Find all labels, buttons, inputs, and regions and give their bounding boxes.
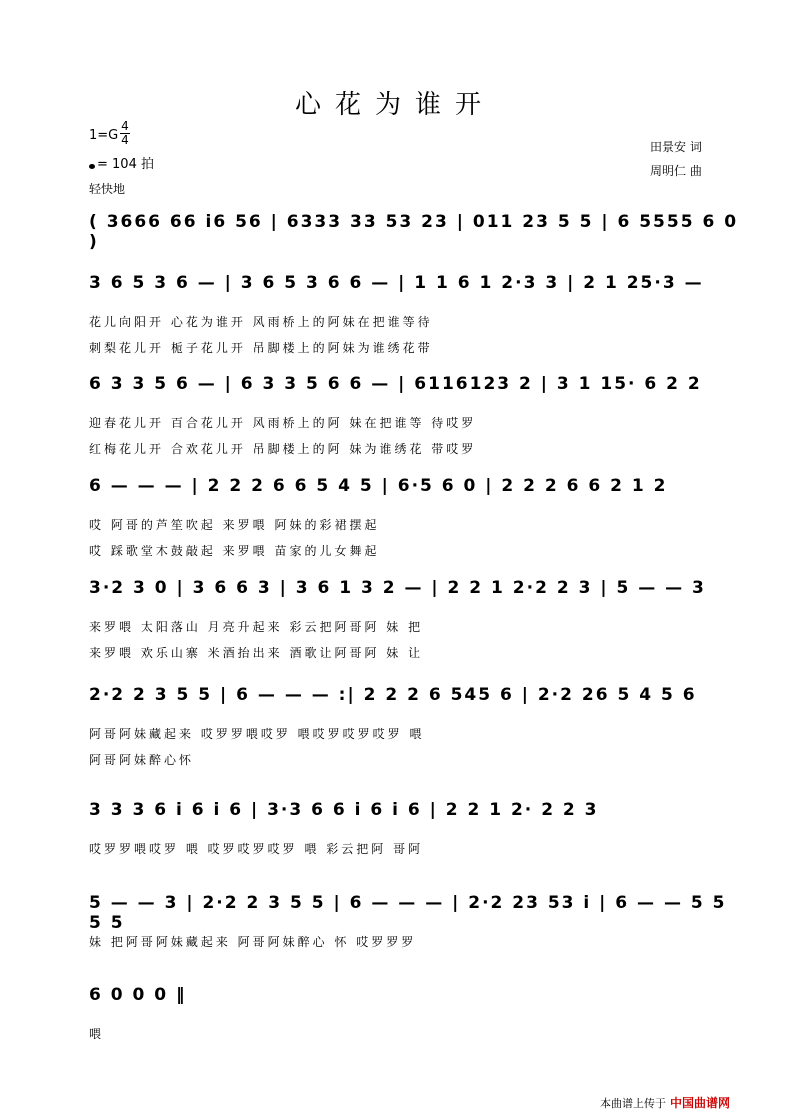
lyric-line: 喂 [89,1027,105,1041]
site-logo: 中国曲谱网 [670,1096,731,1110]
notation-line: 6 — — — | 2 2 2 6 6 5 4 5 | 6·5 6 0 | 2 2 2 6 6 2 1 2 [89,476,668,496]
lyric-line: 刺梨花儿开 栀子花儿开 吊脚楼上的阿妹为谁绣花带 [89,341,433,355]
lyric-line: 哎罗罗喂哎罗 喂 哎罗哎罗哎罗 喂 彩云把阿 哥阿 [89,842,424,856]
lyric-line: 红梅花儿开 合欢花儿开 吊脚楼上的阿 妹为谁绣花 带哎罗 [89,442,477,456]
score-row [89,578,739,612]
credits [650,135,702,183]
notation-line: ( 3666 66 i6 56 | 6333 33 53 23 | 011 23 5 5 | 6 5555 6 0 ) [89,212,739,252]
expression-marking: 轻快地 [89,182,126,196]
score-row [89,476,739,510]
page-title: 心花为谁开 [294,90,495,120]
time-signature [120,120,130,147]
lyric-line: 花儿向阳开 心花为谁开 风雨桥上的阿妹在把谁等待 [89,315,433,329]
notation-line: 6 3 3 5 6 — | 6 3 3 5 6 6 — | 6116123 2 | 3 1 15· 6 2 2 [89,374,702,394]
notation-line: 3 6 5 3 6 — | 3 6 5 3 6 6 — | 1 1 6 1 2·3 3 | 2 1 25·3 — [89,273,704,293]
time-bottom: 4 [121,133,129,147]
lyric-line: 哎 阿哥的芦笙吹起 来罗喂 阿妹的彩裙摆起 [89,518,380,532]
key-signature: 1=G [89,128,119,143]
notation-line: 3·2 3 0 | 3 6 6 3 | 3 6 1 3 2 — | 2 2 1 2·2 2 3 | 5 — — 3 [89,578,706,598]
quarter-note-icon [89,164,95,169]
lyric-line: 迎春花儿开 百合花儿开 风雨桥上的阿 妹在把谁等 待哎罗 [89,416,477,430]
notation-line: 6 0 0 0 ‖ [89,985,187,1005]
score-row [89,273,739,307]
footer [600,1094,730,1111]
notation-line: 5 — — 3 | 2·2 2 3 5 5 | 6 — — — | 2·2 23 53 i | 6 — — 5 5 5 5 [89,893,727,933]
score-row [89,212,739,252]
score-row [89,985,739,1019]
notation-line: 3 3 3 6 i 6 i 6 | 3·3 6 6 i 6 i 6 | 2 2 1 2· 2 2 3 [89,800,599,820]
upload-text: 本曲谱上传于 [600,1097,666,1110]
tempo-marking [89,153,154,172]
notation-line: 2·2 2 3 5 5 | 6 — — — :| 2 2 2 6 545 6 | 2·2 26 5 4 5 6 [89,685,697,705]
lyric-line: 阿哥阿妹醉心怀 [89,753,195,767]
score-row [89,893,739,933]
score-row [89,685,739,719]
lyric-line: 妹 把阿哥阿妹藏起来 阿哥阿妹醉心 怀 哎罗罗罗 [89,935,417,949]
time-top: 4 [121,119,129,133]
lyricist: 田景安 词 [650,140,702,154]
lyric-line: 来罗喂 欢乐山寨 米酒抬出来 酒歌让阿哥阿 妹 让 [89,646,424,660]
lyric-line: 阿哥阿妹藏起来 哎罗罗喂哎罗 喂哎罗哎罗哎罗 喂 [89,727,425,741]
lyric-line: 来罗喂 太阳落山 月亮升起来 彩云把阿哥阿 妹 把 [89,620,424,634]
composer: 周明仁 曲 [650,164,702,178]
score-row [89,374,739,408]
tempo-text: = 104 拍 [97,157,154,172]
lyric-line: 哎 踩歌堂木鼓敲起 来罗喂 苗家的儿女舞起 [89,544,380,558]
score-row [89,800,739,834]
